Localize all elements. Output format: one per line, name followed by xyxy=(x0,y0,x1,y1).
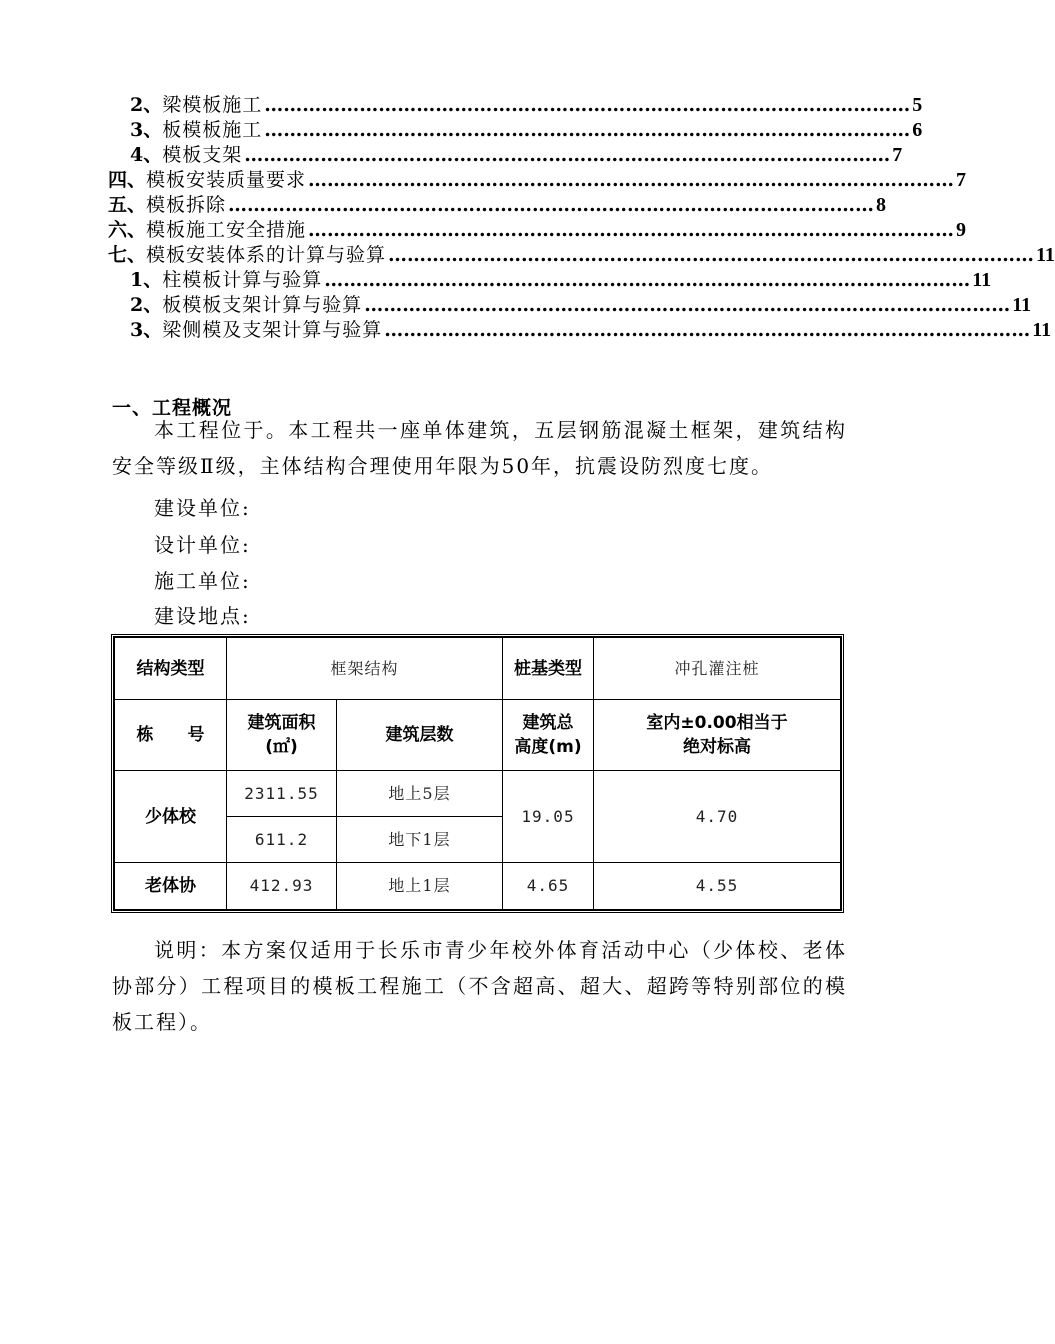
toc-page: 7 xyxy=(892,144,903,166)
toc-item[interactable] xyxy=(108,193,887,217)
toc-page: 11 xyxy=(1032,319,1052,341)
table-row xyxy=(115,863,841,910)
elevation-header xyxy=(594,700,841,771)
structure-type-value: 框架结构 xyxy=(227,638,503,700)
field-designer: 设计单位: xyxy=(154,533,251,557)
toc-leader: ………………………………………………………………………………………… xyxy=(384,319,1031,341)
toc-item[interactable] xyxy=(130,318,1052,342)
toc-number: 2、 xyxy=(130,94,163,116)
project-intro: 本工程位于。本工程共一座单体建筑，五层钢筋混凝土框架，建筑结构安全等级Ⅱ级，主体结构合理使用年限为50年，抗震设防烈度七度。 xyxy=(112,418,847,478)
toc-number: 1、 xyxy=(130,269,163,291)
height-value: 19.05 xyxy=(503,771,594,863)
area-header xyxy=(227,700,337,771)
toc-leader: ………………………………………………………………………………………… xyxy=(244,144,891,166)
floors-header: 建筑层数 xyxy=(337,700,503,771)
table-row xyxy=(115,700,841,771)
elevation-header-line2: 绝对标高 xyxy=(683,737,751,758)
field-location: 建设地点: xyxy=(154,604,251,628)
toc-page: 7 xyxy=(956,169,967,191)
toc-item[interactable] xyxy=(108,218,967,242)
toc-number: 六、 xyxy=(108,219,147,241)
toc-number: 七、 xyxy=(108,244,147,266)
toc-item[interactable] xyxy=(108,243,1055,267)
pile-type-value: 冲孔灌注桩 xyxy=(594,638,841,700)
toc-page: 11 xyxy=(972,269,992,291)
toc-label: 柱模板计算与验算 xyxy=(162,269,323,291)
toc-page: 11 xyxy=(1012,294,1032,316)
floors-value: 地下1层 xyxy=(337,817,503,863)
elevation-value: 4.55 xyxy=(594,863,841,910)
height-value: 4.65 xyxy=(503,863,594,910)
toc-leader: ………………………………………………………………………………………… xyxy=(228,194,875,216)
toc-item[interactable] xyxy=(130,93,923,117)
toc-label: 模板安装体系的计算与验算 xyxy=(146,244,387,266)
table-row xyxy=(115,771,841,817)
section-title: 一、工程概况 xyxy=(112,397,233,419)
structure-type-header: 结构类型 xyxy=(115,638,227,700)
toc-leader: ………………………………………………………………………………………… xyxy=(308,219,955,241)
toc-number: 3、 xyxy=(130,319,163,341)
toc-page: 6 xyxy=(912,119,923,141)
building-header: 栋 号 xyxy=(115,700,227,771)
area-value: 2311.55 xyxy=(227,771,337,817)
toc-leader: ………………………………………………………………………………………… xyxy=(388,244,1035,266)
toc-label: 模板安装质量要求 xyxy=(146,169,307,191)
area-header-line2: (㎡) xyxy=(265,737,298,758)
table-row xyxy=(115,638,841,700)
toc-leader: ………………………………………………………………………………………… xyxy=(308,169,955,191)
toc-label: 板模板施工 xyxy=(162,119,263,141)
height-header-line1: 建筑总 xyxy=(522,713,574,734)
field-client: 建设单位: xyxy=(154,496,251,520)
toc-page: 11 xyxy=(1036,244,1055,266)
toc-item[interactable] xyxy=(130,293,1032,317)
elevation-value: 4.70 xyxy=(594,771,841,863)
toc-label: 梁侧模及支架计算与验算 xyxy=(162,319,383,341)
area-value: 412.93 xyxy=(227,863,337,910)
toc-item[interactable] xyxy=(130,143,903,167)
scope-note: 说明：本方案仅适用于长乐市青少年校外体育活动中心（少体校、老体协部分）工程项目的模板工程施工（不含超高、超大、超跨等特别部位的模板工程）。 xyxy=(112,938,847,1034)
height-header xyxy=(503,700,594,771)
toc-label: 模板支架 xyxy=(162,144,243,166)
toc-leader: ………………………………………………………………………………………… xyxy=(264,119,911,141)
toc-page: 5 xyxy=(912,94,923,116)
toc-leader: ………………………………………………………………………………………… xyxy=(364,294,1011,316)
pile-type-header: 桩基类型 xyxy=(503,638,594,700)
elevation-header-line1: 室内±0.00相当于 xyxy=(646,713,788,734)
building-name: 少体校 xyxy=(115,771,227,863)
field-contractor: 施工单位: xyxy=(154,569,251,593)
toc-item[interactable] xyxy=(108,168,967,192)
toc-label: 模板施工安全措施 xyxy=(146,219,307,241)
toc-leader: ………………………………………………………………………………………… xyxy=(324,269,971,291)
area-value: 611.2 xyxy=(227,817,337,863)
toc-label: 板模板支架计算与验算 xyxy=(162,294,363,316)
toc-item[interactable] xyxy=(130,268,992,292)
toc-page: 9 xyxy=(956,219,967,241)
toc-number: 四、 xyxy=(108,169,147,191)
area-header-line1: 建筑面积 xyxy=(247,713,316,734)
building-name: 老体协 xyxy=(115,863,227,910)
toc-label: 梁模板施工 xyxy=(162,94,263,116)
toc-number: 2、 xyxy=(130,294,163,316)
toc-page: 8 xyxy=(876,194,887,216)
height-header-line2: 高度(m) xyxy=(514,737,582,758)
toc-number: 3、 xyxy=(130,119,163,141)
toc-label: 模板拆除 xyxy=(146,194,227,216)
toc-leader: ………………………………………………………………………………………… xyxy=(264,94,911,116)
project-info-table xyxy=(111,634,844,913)
floors-value: 地上5层 xyxy=(337,771,503,817)
toc-item[interactable] xyxy=(130,118,923,142)
toc-number: 五、 xyxy=(108,194,147,216)
floors-value: 地上1层 xyxy=(337,863,503,910)
toc-number: 4、 xyxy=(130,144,163,166)
